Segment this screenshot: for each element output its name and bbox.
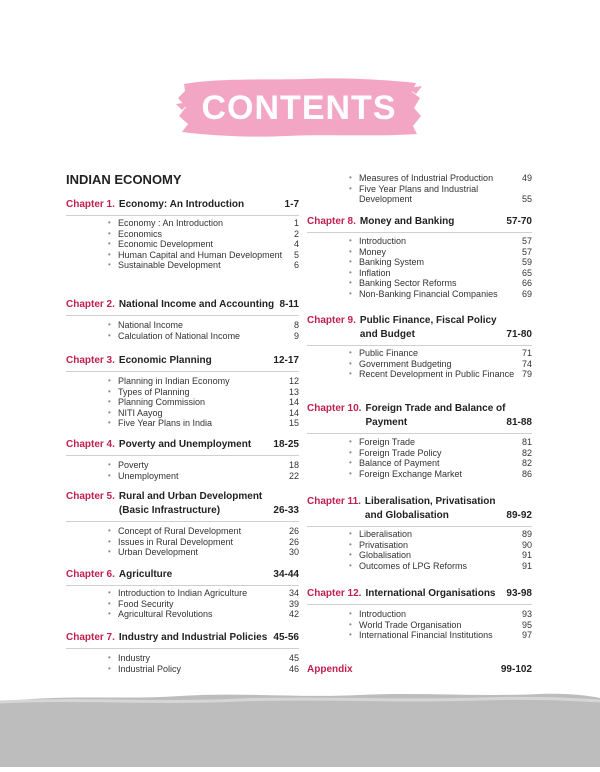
toc-item[interactable]	[108, 218, 299, 229]
toc-item-text: Human Capital and Human Development	[118, 249, 283, 260]
toc-item-text: Economics	[118, 228, 163, 239]
chapter-pages: 34-44	[273, 569, 299, 580]
toc-item[interactable]	[349, 348, 532, 359]
left-column	[66, 0, 299, 700]
chapter-items	[108, 653, 299, 674]
toc-item[interactable]	[108, 536, 299, 548]
toc-item-text: Banking System	[359, 257, 425, 267]
chapter-title: Industry and Industrial Policies	[118, 632, 268, 643]
toc-item-text: National Income	[118, 320, 184, 330]
appendix-row	[307, 664, 532, 675]
chapter-items	[349, 437, 532, 479]
bullet-icon: •	[349, 458, 352, 467]
bullet-icon: •	[108, 218, 111, 227]
toc-item-page: 90	[521, 539, 532, 550]
chapter-title: Foreign Trade and Balance of Payment	[365, 403, 506, 428]
bullet-icon: •	[108, 330, 111, 340]
chapter-title: Economic Planning	[118, 355, 212, 366]
bullet-icon: •	[108, 249, 111, 259]
toc-item-page: 22	[288, 470, 299, 481]
appendix-label: Appendix	[307, 664, 353, 675]
chapter-pages: 89-92	[506, 510, 532, 521]
bullet-icon: •	[108, 239, 111, 248]
toc-item-text: Banking Sector Reforms	[359, 278, 457, 288]
toc-item-text: World Trade Organisation	[359, 619, 462, 630]
bullet-icon: •	[349, 550, 352, 559]
toc-item[interactable]	[108, 386, 299, 398]
chapter-title: National Income and Accounting	[118, 299, 275, 310]
chapter-number: Chapter 7.	[66, 632, 115, 643]
toc-item[interactable]	[108, 249, 299, 261]
toc-item[interactable]	[349, 267, 532, 279]
toc-item-page: 39	[288, 598, 299, 609]
chapter-items	[108, 376, 299, 429]
toc-item-page: 95	[521, 619, 532, 630]
toc-item-text: Unemployment	[118, 470, 179, 481]
toc-item-page: 12	[288, 376, 299, 386]
bullet-icon: •	[108, 228, 111, 238]
bullet-icon: •	[349, 278, 352, 287]
bullet-icon: •	[108, 376, 111, 385]
toc-item[interactable]	[349, 619, 532, 631]
toc-item-page: 26	[288, 526, 299, 536]
right-column	[307, 0, 532, 700]
toc-item[interactable]	[349, 288, 532, 300]
toc-item-text: Issues in Rural Development	[118, 536, 234, 547]
toc-item-text: Concept of Rural Development	[118, 526, 242, 536]
toc-item-page: 13	[288, 386, 299, 397]
chapter-title: Poverty and Unemployment	[118, 439, 252, 450]
chapter-heading[interactable]	[307, 314, 532, 346]
toc-item[interactable]	[349, 236, 532, 247]
toc-item-page: 55	[521, 194, 532, 204]
toc-item-page: 14	[288, 407, 299, 418]
bullet-icon: •	[349, 560, 352, 570]
toc-item-text: Introduction	[359, 609, 407, 619]
chapter-pages: 57-70	[506, 216, 532, 227]
toc-item[interactable]	[108, 470, 299, 482]
toc-item-page: 4	[293, 239, 299, 249]
chapter-title: Money and Banking	[359, 216, 455, 227]
toc-item[interactable]	[108, 260, 299, 271]
chapter-pages: 1-7	[284, 199, 299, 210]
chapter-title: International Organisations	[365, 588, 496, 599]
chapter-items	[349, 609, 532, 641]
toc-item-text: Planning Commission	[118, 397, 206, 407]
toc-item-page: 1	[293, 218, 299, 228]
toc-item-page: 82	[521, 458, 532, 468]
chapter-row	[66, 198, 299, 212]
chapter-heading[interactable]	[66, 438, 299, 456]
toc-item[interactable]	[349, 173, 532, 184]
bullet-icon: •	[108, 588, 111, 597]
toc-item-text: Balance of Payment	[359, 458, 440, 468]
toc-item-page: 81	[521, 437, 532, 447]
toc-item-page: 45	[288, 653, 299, 663]
chapter-row	[66, 354, 299, 368]
chapter-pages: 45-56	[273, 632, 299, 643]
toc-item-text: Five Year Plans in India	[118, 418, 213, 428]
chapter-pages: 26-33	[273, 505, 299, 516]
bullet-icon: •	[108, 460, 111, 469]
toc-item-text: NITI Aayog	[118, 407, 163, 418]
chapter-title: Rural and Urban Development (Basic Infrastructure)	[118, 491, 263, 516]
toc-item-page: 71	[521, 348, 532, 358]
toc-item-page: 14	[288, 397, 299, 407]
bullet-icon: •	[108, 526, 111, 535]
toc-item[interactable]	[108, 239, 299, 250]
chapter-items	[349, 529, 532, 571]
toc-item[interactable]	[349, 278, 532, 289]
chapter-row	[66, 490, 299, 518]
bullet-icon: •	[349, 609, 352, 618]
toc-item-text: Privatisation	[359, 539, 409, 550]
toc-item-page: 49	[521, 173, 532, 183]
toc-item-text: Five Year Plans and Industrial Development	[359, 183, 479, 204]
toc-item[interactable]	[349, 183, 532, 205]
chapter-number: Chapter 3.	[66, 355, 115, 366]
chapter-title: Agriculture	[118, 569, 173, 580]
toc-item-page: 79	[521, 369, 532, 379]
bullet-icon: •	[108, 547, 111, 556]
toc-item[interactable]	[108, 526, 299, 537]
toc-item[interactable]	[349, 468, 532, 480]
bullet-icon: •	[108, 407, 111, 417]
bullet-icon: •	[349, 468, 352, 478]
toc-item-text: Sustainable Development	[118, 260, 221, 270]
toc-item[interactable]	[108, 330, 299, 342]
chapter-row	[66, 438, 299, 452]
toc-item[interactable]	[349, 458, 532, 469]
toc-item-page: 86	[521, 468, 532, 479]
chapter-items	[108, 526, 299, 558]
chapter-pages: 18-25	[273, 439, 299, 450]
toc-item-text: Planning in Indian Economy	[118, 376, 230, 386]
toc-item[interactable]	[349, 257, 532, 268]
bullet-icon: •	[349, 358, 352, 368]
chapter-title: Public Finance, Fiscal Policy and Budget	[359, 315, 497, 340]
toc-item-text: Foreign Trade	[359, 437, 416, 447]
bullet-icon: •	[349, 288, 352, 298]
toc-item[interactable]	[108, 228, 299, 240]
toc-item-text: Industry	[118, 653, 151, 663]
chapter-pages: 12-17	[273, 355, 299, 366]
toc-item[interactable]	[108, 598, 299, 610]
chapter-number: Chapter 4.	[66, 439, 115, 450]
toc-item-page: 66	[521, 278, 532, 288]
toc-item-page: 91	[521, 560, 532, 571]
chapter-number: Chapter 9.	[307, 315, 356, 326]
toc-item-page: 9	[293, 330, 299, 341]
bullet-icon: •	[349, 267, 352, 277]
toc-item-page: 82	[521, 447, 532, 458]
chapter-heading[interactable]	[307, 215, 532, 233]
toc-item-text: Industrial Policy	[118, 663, 182, 674]
chapter-pages: 81-88	[506, 417, 532, 428]
toc-item-text: Food Security	[118, 598, 174, 609]
toc-item-page: 34	[288, 588, 299, 598]
chapter-items	[108, 588, 299, 620]
toc-item-page: 65	[521, 267, 532, 278]
bullet-icon: •	[349, 437, 352, 446]
bullet-icon: •	[108, 536, 111, 546]
toc-item[interactable]	[349, 609, 532, 620]
toc-item-page: 6	[293, 260, 299, 270]
toc-item-page: 46	[288, 663, 299, 674]
bullet-icon: •	[108, 653, 111, 662]
toc-item-text: Economy : An Introduction	[118, 218, 224, 228]
chapter-row	[307, 495, 532, 523]
toc-item[interactable]	[108, 547, 299, 558]
chapter-title: Economy: An Introduction	[118, 199, 245, 210]
bullet-icon: •	[108, 386, 111, 396]
bullet-icon: •	[108, 598, 111, 608]
toc-item[interactable]	[349, 246, 532, 258]
toc-item-text: Non-Banking Financial Companies	[359, 288, 498, 299]
chapter-heading[interactable]	[66, 354, 299, 372]
bullet-icon: •	[349, 447, 352, 457]
toc-item[interactable]	[108, 418, 299, 429]
toc-item[interactable]	[108, 376, 299, 387]
toc-item-text: Economic Development	[118, 239, 214, 249]
chapter-heading[interactable]	[66, 490, 299, 522]
toc-item-page: 8	[293, 320, 299, 330]
chapter-row	[66, 298, 299, 312]
toc-item[interactable]	[349, 539, 532, 551]
toc-item-text: Globalisation	[359, 550, 412, 560]
toc-item[interactable]	[349, 437, 532, 448]
chapter-pages: 71-80	[506, 329, 532, 340]
toc-item[interactable]	[349, 369, 532, 380]
page-title: CONTENTS	[201, 89, 397, 127]
toc-item-text: Agricultural Revolutions	[118, 609, 213, 619]
toc-item[interactable]	[108, 320, 299, 331]
chapter-number: Chapter 11.	[307, 496, 361, 507]
toc-item[interactable]	[349, 447, 532, 459]
toc-item-text: Outcomes of LPG Reforms	[359, 560, 468, 571]
toc-item-text: Public Finance	[359, 348, 419, 358]
bullet-icon: •	[108, 260, 111, 269]
bullet-icon: •	[349, 630, 352, 639]
toc-item-text: Introduction to Indian Agriculture	[118, 588, 248, 598]
toc-item-page: 42	[288, 609, 299, 619]
toc-item[interactable]	[108, 397, 299, 408]
toc-item[interactable]	[108, 663, 299, 675]
bullet-icon: •	[108, 609, 111, 618]
toc-item-text: Money	[359, 246, 387, 257]
chapter-items	[108, 320, 299, 341]
toc-item[interactable]	[108, 588, 299, 599]
chapter-row	[307, 587, 532, 601]
chapter-items	[349, 348, 532, 380]
chapter-row	[66, 631, 299, 645]
appendix-pages: 99-102	[500, 664, 532, 675]
footer-brush-band	[0, 688, 600, 767]
continued-items	[349, 173, 532, 205]
toc-item[interactable]	[108, 407, 299, 419]
bullet-icon: •	[108, 470, 111, 480]
chapter-number: Chapter 5.	[66, 491, 115, 502]
toc-item-text: Liberalisation	[359, 529, 413, 539]
bullet-icon: •	[349, 246, 352, 256]
toc-item-page: 2	[293, 228, 299, 239]
chapter-heading[interactable]	[307, 402, 532, 434]
chapter-row	[66, 568, 299, 582]
chapter-heading[interactable]	[66, 298, 299, 316]
toc-item[interactable]	[349, 358, 532, 370]
chapter-items	[108, 460, 299, 481]
toc-item[interactable]	[349, 550, 532, 561]
toc-item-page: 93	[521, 609, 532, 619]
toc-item-text: Calculation of National Income	[118, 330, 241, 341]
toc-item-text: International Financial Institutions	[359, 630, 493, 640]
chapter-number: Chapter 10.	[307, 403, 362, 414]
toc-item-page: 59	[521, 257, 532, 267]
toc-item[interactable]	[108, 653, 299, 664]
chapter-number: Chapter 8.	[307, 216, 356, 227]
toc-item[interactable]	[349, 630, 532, 641]
toc-item[interactable]	[108, 460, 299, 471]
toc-item-page: 97	[521, 630, 532, 640]
toc-item-text: Poverty	[118, 460, 149, 470]
bullet-icon: •	[108, 418, 111, 427]
toc-item-text: Government Budgeting	[359, 358, 452, 369]
toc-item-page: 30	[288, 547, 299, 557]
chapter-heading[interactable]	[307, 495, 532, 527]
toc-item-text: Urban Development	[118, 547, 199, 557]
bullet-icon: •	[349, 348, 352, 357]
chapter-number: Chapter 6.	[66, 569, 115, 580]
chapter-heading[interactable]	[307, 587, 532, 605]
section-title: INDIAN ECONOMY	[66, 172, 182, 187]
toc-item-page: 74	[521, 358, 532, 369]
bullet-icon: •	[349, 539, 352, 549]
bullet-icon: •	[349, 183, 352, 193]
toc-item[interactable]	[349, 529, 532, 540]
bullet-icon: •	[349, 529, 352, 538]
chapter-row	[307, 402, 532, 430]
chapter-items	[108, 218, 299, 271]
chapter-pages: 93-98	[506, 588, 532, 599]
chapter-heading[interactable]	[66, 198, 299, 216]
chapter-number: Chapter 1.	[66, 199, 115, 210]
chapter-heading[interactable]	[66, 631, 299, 649]
bullet-icon: •	[349, 369, 352, 378]
toc-item-page: 5	[293, 249, 299, 260]
toc-item-text: Inflation	[359, 267, 391, 278]
toc-item[interactable]	[108, 609, 299, 620]
toc-item-page: 57	[521, 246, 532, 257]
toc-item-text: Introduction	[359, 236, 407, 246]
bullet-icon: •	[108, 663, 111, 673]
toc-item[interactable]	[349, 560, 532, 572]
bullet-icon: •	[108, 320, 111, 329]
toc-item-text: Types of Planning	[118, 386, 190, 397]
toc-item-page: 15	[288, 418, 299, 428]
toc-item-page: 18	[288, 460, 299, 470]
chapter-row	[307, 215, 532, 229]
toc-item-text: Foreign Trade Policy	[359, 447, 442, 458]
chapter-number: Chapter 2.	[66, 299, 115, 310]
toc-item-text: Measures of Industrial Production	[359, 173, 494, 183]
chapter-items	[349, 236, 532, 299]
toc-item-page: 89	[521, 529, 532, 539]
bullet-icon: •	[349, 173, 352, 182]
chapter-title: Liberalisation, Privatisation and Globalisation	[364, 496, 496, 521]
chapter-row	[307, 314, 532, 342]
bullet-icon: •	[349, 257, 352, 266]
bullet-icon: •	[108, 397, 111, 406]
toc-item-page: 91	[521, 550, 532, 560]
toc-item-page: 69	[521, 288, 532, 299]
toc-item-text: Foreign Exchange Market	[359, 468, 463, 479]
bullet-icon: •	[349, 236, 352, 245]
chapter-heading[interactable]	[66, 568, 299, 586]
toc-item-page: 57	[521, 236, 532, 246]
toc-item-text: Recent Development in Public Finance	[359, 369, 515, 379]
chapter-pages: 8-11	[279, 299, 299, 310]
chapter-number: Chapter 12.	[307, 588, 362, 599]
bullet-icon: •	[349, 619, 352, 629]
toc-item-page: 26	[288, 536, 299, 547]
